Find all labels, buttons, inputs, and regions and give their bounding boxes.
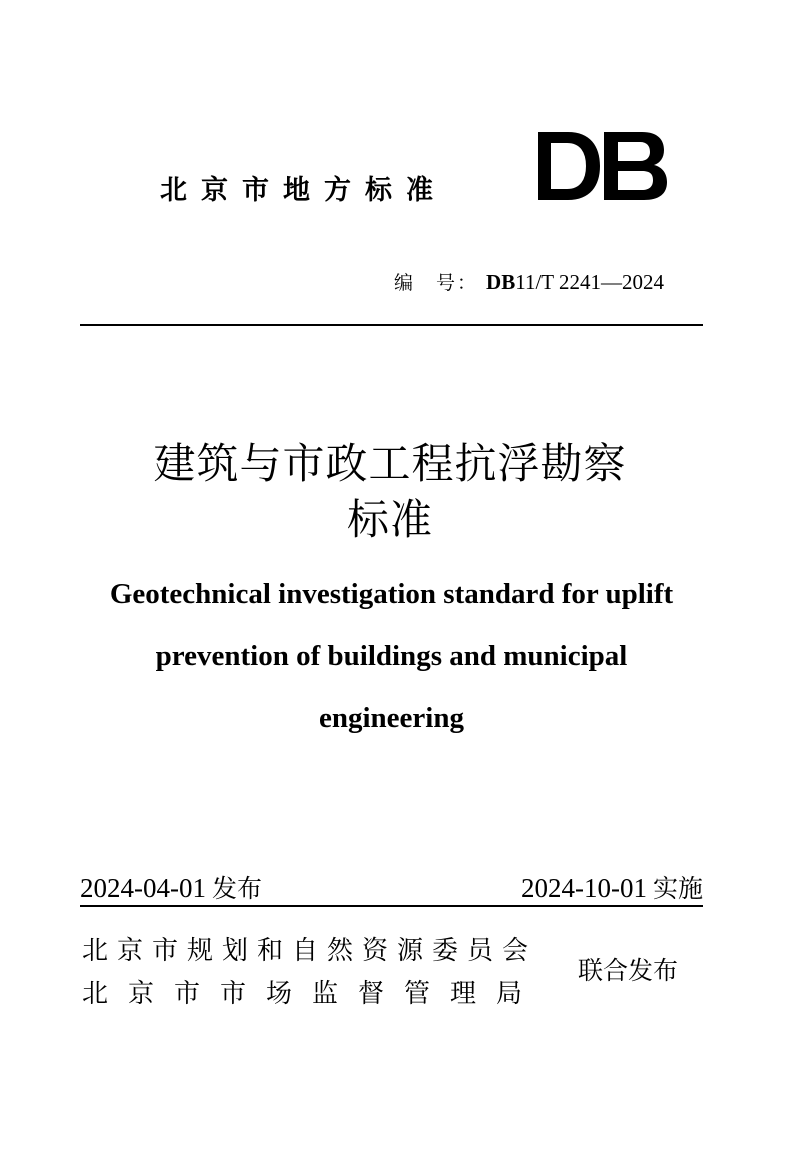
issue-date-label: 发布 xyxy=(211,874,262,903)
title-chinese-line-2: 标准 xyxy=(346,495,433,544)
standard-number-label: 编 号： xyxy=(394,272,479,294)
implementation-date-label: 实施 xyxy=(652,874,703,903)
issue-date xyxy=(80,869,262,905)
title-english xyxy=(40,563,743,749)
title-english-line-1: Geotechnical investigation standard for uplift xyxy=(109,578,674,610)
title-english-line-2: prevention of buildings and municipal xyxy=(155,640,628,672)
db-logo xyxy=(534,128,670,204)
publisher-planning-commission: 北京市规划和自然资源委员会 xyxy=(82,936,538,966)
implementation-date-value: 2024-10-01 xyxy=(521,873,647,903)
title-english-line-3: engineering xyxy=(319,702,464,734)
publisher-market-regulation: 北京市市场监督管理局 xyxy=(82,979,543,1009)
joint-issue-label: 联合发布 xyxy=(578,956,679,985)
db-logo-letter-b xyxy=(604,132,667,200)
title-chinese xyxy=(60,436,720,548)
title-chinese-line-1: 建筑与市政工程抗浮勘察 xyxy=(153,439,627,488)
standard-number-prefix: DB xyxy=(486,270,516,294)
top-divider xyxy=(80,324,703,326)
issue-date-value: 2024-04-01 xyxy=(80,873,206,903)
standard-type-heading: 北京市地方标准 xyxy=(160,175,447,206)
implementation-date xyxy=(521,869,703,905)
standard-number-code: 11/T 2241—2024 xyxy=(515,270,664,294)
bottom-divider xyxy=(80,905,703,907)
standard-number xyxy=(394,268,664,295)
